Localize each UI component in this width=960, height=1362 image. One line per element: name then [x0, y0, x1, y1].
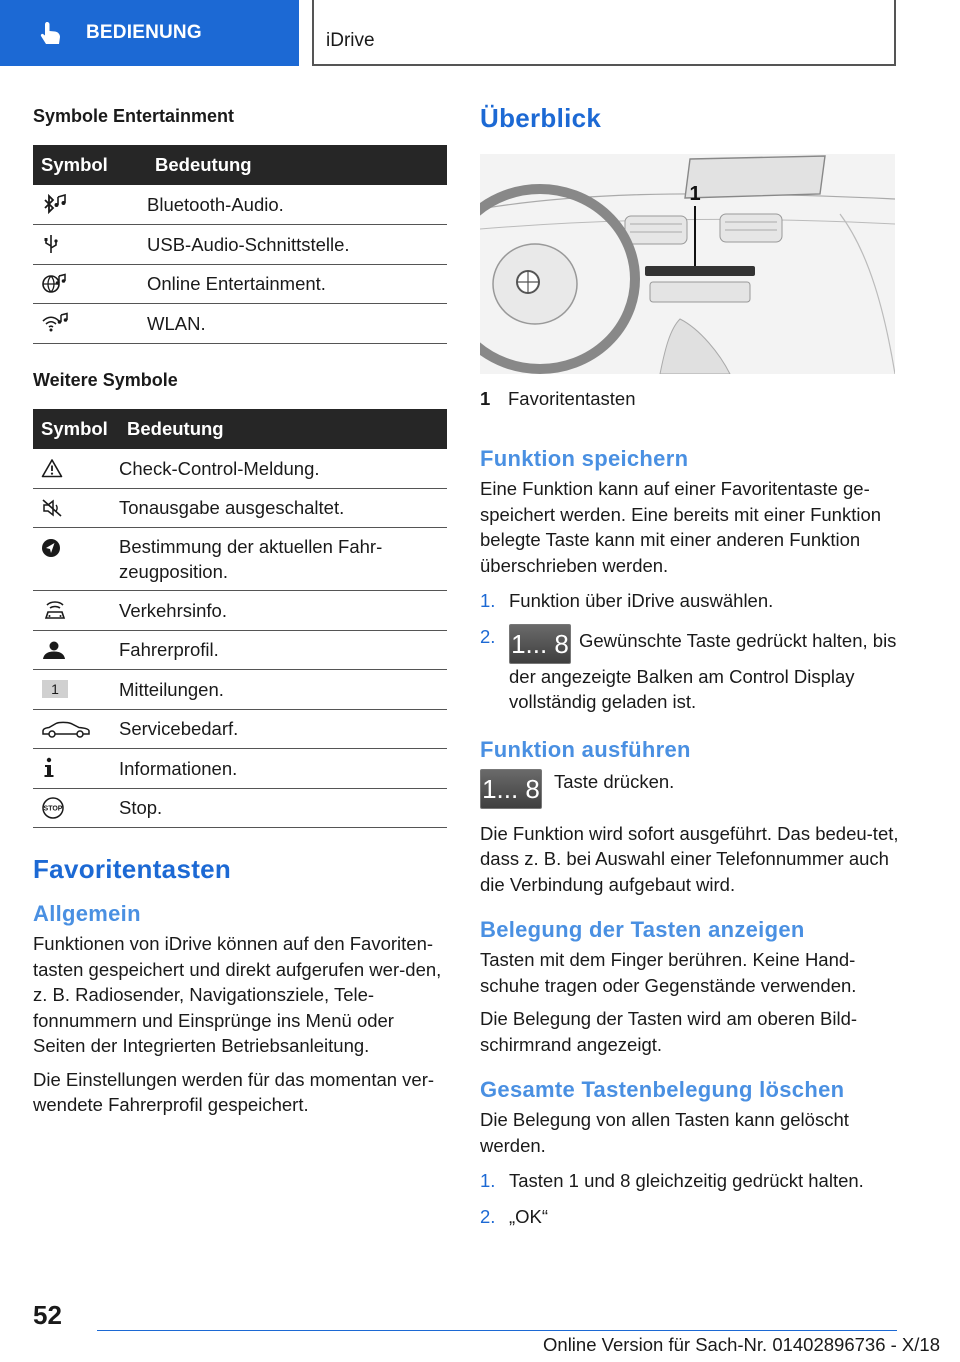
meaning-text: Tonausgabe ausgeschaltet.: [119, 488, 447, 528]
dashboard-illustration: [480, 154, 895, 374]
message-count-label: 1: [51, 681, 59, 698]
meaning-text: Bluetooth-Audio.: [147, 185, 447, 225]
section-title: BEDIENUNG: [86, 22, 202, 43]
traffic-info-icon: [41, 599, 69, 621]
meaning-text: Verkehrsinfo.: [119, 591, 447, 631]
overview-heading: Überblick: [480, 103, 602, 133]
table-row: [33, 449, 447, 489]
table-row: [33, 788, 447, 828]
footer-divider: [97, 1330, 897, 1331]
page-number: 52: [33, 1300, 62, 1330]
list-item: [480, 1168, 900, 1194]
delete-steps-list: [480, 1168, 900, 1229]
step-text: Tasten 1 und 8 gleichzeitig gedrückt halten.: [509, 1170, 864, 1191]
step-number: 1.: [480, 590, 496, 611]
table-row: [33, 630, 447, 670]
list-item: [480, 1204, 900, 1230]
caption-number: 1: [480, 388, 491, 409]
meaning-text: Stop.: [119, 788, 447, 828]
step-text: Gewünschte Taste gedrückt halten, bis der angezeigte Balken am Control Display vollständig geladen ist.: [509, 629, 897, 712]
mute-icon: [41, 498, 65, 518]
general-subheading: Allgemein: [33, 901, 141, 926]
table-row: [33, 749, 447, 789]
section-tab: [0, 0, 299, 66]
table-row: [33, 670, 447, 710]
execute-paragraph: Die Funktion wird sofort ausgeführt. Das bedeu-tet, dass z. B. bei Auswahl einer Telefonnummer auch die Verbindung aufgebaut wird.: [480, 822, 899, 895]
table-header-row: [33, 409, 447, 449]
column-header-symbol: Symbol: [33, 145, 147, 185]
meaning-text: Bestimmung der aktuellen Fahr-zeugposition.: [119, 528, 447, 591]
save-function-intro: Eine Funktion kann auf einer Favoritentaste ge-speichert werden. Eine bereits mit einer Funktion belegte Taste kann mit einer anderen Funktion überschrieben werden.: [480, 478, 882, 576]
show-assignment-paragraph-1: Tasten mit dem Finger berühren. Keine Hand-schuhe tragen oder Gegenstände verwenden.: [480, 949, 857, 996]
wlan-icon: [41, 312, 69, 334]
favorites-heading: Favoritentasten: [33, 854, 232, 884]
execute-instruction-text: Taste drücken.: [554, 770, 675, 792]
pointing-hand-icon: [38, 20, 64, 46]
table-row: [33, 528, 447, 591]
list-item: [480, 624, 900, 715]
save-steps-list: [480, 588, 900, 715]
photo-caption: [480, 388, 900, 410]
meaning-text: Online Entertainment.: [147, 264, 447, 304]
step-text: Funktion über iDrive auswählen.: [509, 590, 774, 611]
usb-icon: [41, 233, 61, 255]
table-header-row: [33, 145, 447, 185]
stop-icon: [41, 796, 65, 820]
meaning-text: Informationen.: [119, 749, 447, 789]
show-assignment-heading: Belegung der Tasten anzeigen: [480, 917, 805, 942]
footer-text: Online Version für Sach-Nr. 01402896736 - X/18: [543, 1334, 940, 1355]
online-entertainment-icon: [41, 273, 67, 295]
step-number: 1.: [480, 1170, 496, 1191]
list-item: [480, 588, 900, 614]
step-number: 2.: [480, 1205, 496, 1227]
other-symbols-table: [33, 409, 447, 829]
message-count-icon: [41, 679, 69, 699]
car-service-icon: [41, 719, 91, 739]
table-row: [33, 709, 447, 749]
navigation-arrow-icon: [41, 538, 61, 558]
favorite-key-icon: 1... 8: [509, 624, 571, 664]
meaning-text: USB-Audio-Schnittstelle.: [147, 225, 447, 265]
execute-instruction: [480, 769, 900, 809]
favorite-key-icon: 1... 8: [480, 769, 542, 809]
driver-profile-icon: [41, 640, 67, 660]
delete-assignment-heading: Gesamte Tastenbelegung löschen: [480, 1077, 845, 1102]
show-assignment-paragraph-2: Die Belegung der Tasten wird am oberen Bild-schirmrand angezeigt.: [480, 1008, 858, 1055]
entertainment-table-title: Symbole Entertainment: [33, 106, 235, 126]
chapter-box: [312, 0, 896, 66]
page-header: [0, 0, 960, 66]
column-header-meaning: Bedeutung: [119, 409, 447, 449]
stop-label: STOP: [43, 805, 63, 813]
meaning-text: Check-Control-Meldung.: [119, 449, 447, 489]
execute-function-heading: Funktion ausführen: [480, 736, 691, 762]
save-function-heading: Funktion speichern: [480, 446, 689, 471]
callout-number: 1: [689, 183, 701, 205]
table-row: [33, 488, 447, 528]
chapter-title: iDrive: [326, 30, 375, 51]
column-header-meaning: Bedeutung: [147, 145, 447, 185]
column-header-symbol: Symbol: [33, 409, 119, 449]
meaning-text: Mitteilungen.: [119, 670, 447, 710]
meaning-text: Servicebedarf.: [119, 709, 447, 749]
bluetooth-audio-icon: [41, 194, 67, 216]
table-row: [33, 304, 447, 344]
step-number: 2.: [480, 625, 496, 647]
caption-text: Favoritentasten: [508, 388, 636, 409]
table-row: [33, 225, 447, 265]
general-paragraph-1: Funktionen von iDrive können auf den Favoriten-tasten gespeichert und direkt aufgerufen wer-den, z. B. Radiosender, Navigationsziele, Tele-fonnummern und Einsprünge ins Menü oder Seiten der Integrierten Betriebsanleitung.: [33, 933, 442, 1056]
table-row: [33, 264, 447, 304]
general-paragraph-2: Die Einstellungen werden für das momentan ver-wendete Fahrerprofil gespeichert.: [33, 1068, 435, 1115]
right-column: [480, 96, 900, 1239]
delete-assignment-paragraph: Die Belegung von allen Tasten kann gelöscht werden.: [480, 1109, 849, 1156]
left-column: [33, 96, 447, 1118]
meaning-text: Fahrerprofil.: [119, 630, 447, 670]
table-row: [33, 185, 447, 225]
entertainment-symbols-table: [33, 145, 447, 344]
meaning-text: WLAN.: [147, 304, 447, 344]
other-symbols-table-title: Weitere Symbole: [33, 369, 178, 390]
step-text: „OK“: [509, 1205, 549, 1227]
info-icon: [41, 757, 57, 779]
warning-icon: [41, 458, 63, 478]
dashboard-drawing: [480, 154, 895, 374]
table-row: [33, 591, 447, 631]
